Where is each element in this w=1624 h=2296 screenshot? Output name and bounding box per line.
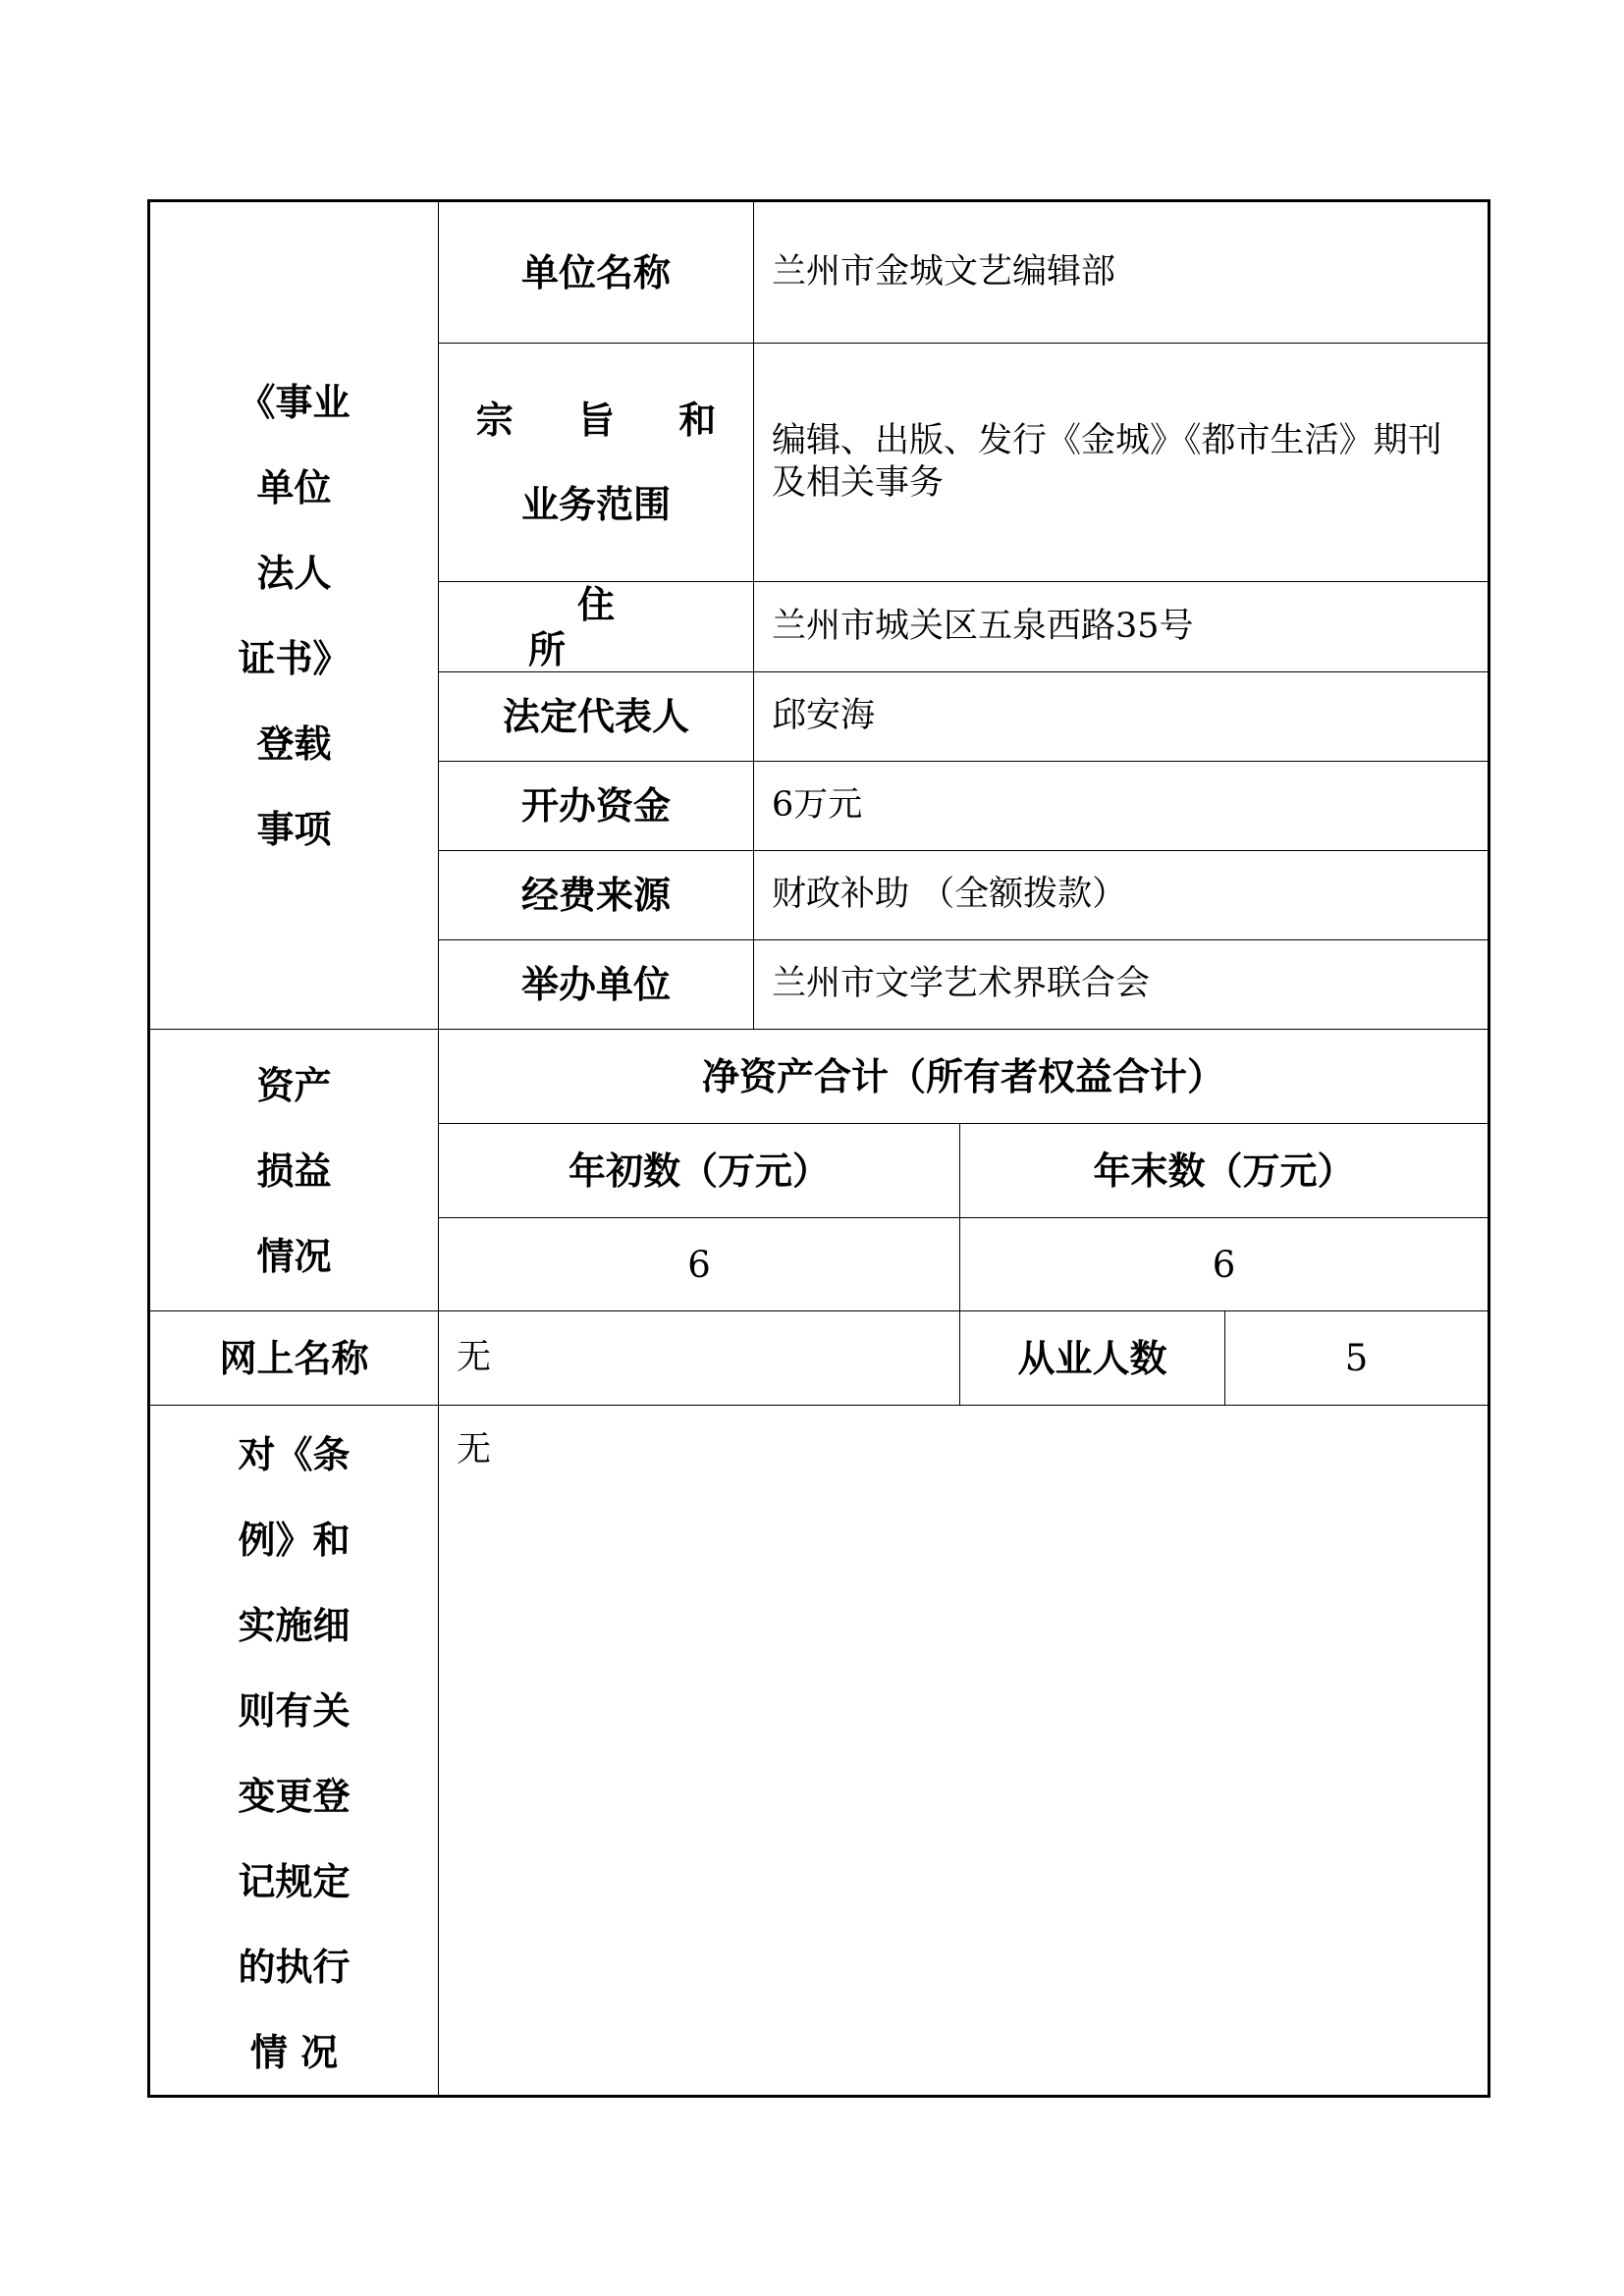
regulation-label-line: 实施细 [238,1603,351,1648]
assets-label-line: 损益 [256,1148,332,1193]
address-label: 住所 [439,582,754,672]
online-name-value: 无 [439,1311,960,1406]
funding-source-value: 财政补助 （全额拨款） [754,851,1489,940]
scope-label-line: 业务范围 [520,482,671,526]
year-begin-header: 年初数（万元） [439,1124,960,1218]
regulation-label-line: 记规定 [238,1859,351,1904]
capital-value: 6万元 [754,762,1489,851]
regulation-label-line: 变更登 [238,1774,351,1819]
registration-label-line: 证书》 [238,636,351,681]
staff-count-value: 5 [1225,1311,1489,1406]
unit-name-value: 兰州市金城文艺编辑部 [754,201,1489,344]
regulation-label-line: 的执行 [238,1945,351,1990]
registration-label-line: 法人 [256,551,332,596]
capital-label: 开办资金 [439,762,754,851]
address-value: 兰州市城关区五泉西路35号 [754,582,1489,672]
legal-representative-label: 法定代表人 [439,672,754,762]
unit-name-label: 单位名称 [439,201,754,344]
purpose-scope-value: 编辑、出版、发行《金城》《都市生活》期刊及相关事务 [754,344,1489,582]
year-begin-value: 6 [439,1218,960,1311]
regulation-section-label [149,1406,439,2097]
regulation-label-line: 情 况 [249,2030,339,2075]
legal-representative-value: 邱安海 [754,672,1489,762]
regulation-label-line: 对《条 [238,1432,351,1477]
purpose-label-line: 宗 旨 和 [475,398,742,442]
assets-section-label [149,1030,439,1311]
year-end-header: 年末数（万元） [960,1124,1489,1218]
net-assets-header: 净资产合计（所有者权益合计） [439,1030,1489,1124]
registration-label-line: 事项 [256,807,332,852]
assets-label-line: 资产 [256,1062,332,1107]
assets-label-line: 情况 [256,1233,332,1278]
regulation-label-line: 则有关 [238,1688,351,1734]
registration-label-line: 《事业 [238,380,351,425]
registration-section-label [149,201,439,1030]
sponsor-unit-label: 举办单位 [439,940,754,1030]
funding-source-label: 经费来源 [439,851,754,940]
sponsor-unit-value: 兰州市文学艺术界联合会 [754,940,1489,1030]
purpose-scope-label [439,344,754,582]
regulation-label-line: 例》和 [238,1518,351,1563]
online-name-label: 网上名称 [149,1311,439,1406]
staff-count-label: 从业人数 [960,1311,1225,1406]
registration-label-line: 登载 [256,721,332,767]
regulation-compliance-value: 无 [439,1406,1489,2097]
registration-label-line: 单位 [256,465,332,510]
annual-report-table [147,199,1490,2098]
year-end-value: 6 [960,1218,1489,1311]
